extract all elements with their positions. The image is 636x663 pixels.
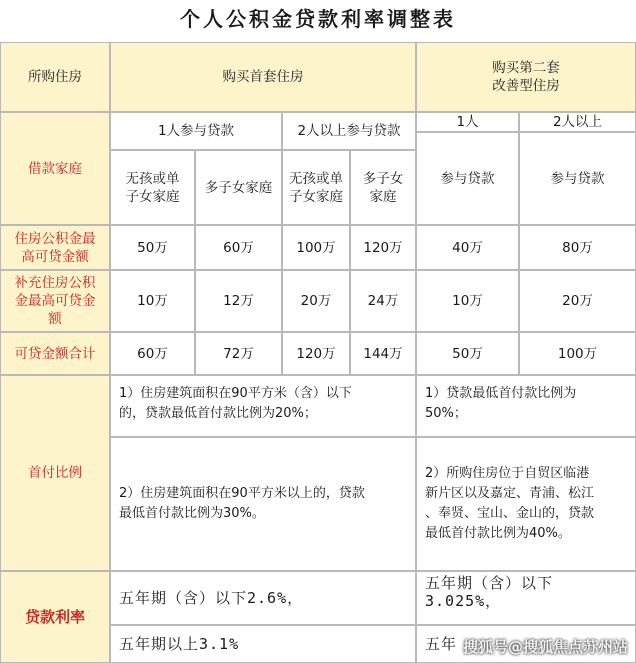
down-first-b-l2: 最低首付款比例为30%。 xyxy=(119,506,265,521)
sub-no-child-a-l1: 无孩或单 xyxy=(125,170,180,187)
header-house-label: 所购住房 xyxy=(28,69,82,85)
rate-first-long-text: 五年期以上3.1% xyxy=(119,635,240,653)
family-label: 借款家庭 xyxy=(28,160,82,177)
down-first-a-l1: 1）住房建筑面积在90平方米（含）以下 xyxy=(119,386,352,401)
total-value-text: 60万 xyxy=(137,345,168,362)
supp-value xyxy=(195,270,282,332)
down-second-b-l1: 2）所购住房位于自贸区临港 xyxy=(425,466,590,481)
max-fund-value xyxy=(110,225,195,270)
down-second-a-l1: 1）贷款最低首付款比例为 xyxy=(425,386,577,401)
max-fund-label-2: 高可贷金额 xyxy=(21,248,89,265)
rate-second-short-l1: 五年期（含）以下 xyxy=(425,574,554,592)
total-value xyxy=(195,332,282,375)
supp-value xyxy=(282,270,350,332)
total-label: 可贷金额合计 xyxy=(14,345,96,362)
down-second-b-l4: 最低首付款比例为40%。 xyxy=(425,526,571,541)
total-value xyxy=(282,332,350,375)
max-fund-label-cell xyxy=(0,225,110,270)
supp-label-3: 额 xyxy=(48,311,62,327)
sub-no-child-b-l1: 无孩或单 xyxy=(289,170,343,187)
max-fund-value xyxy=(350,225,416,270)
max-fund-value xyxy=(282,225,350,270)
total-value-text: 100万 xyxy=(557,345,598,362)
group-two-up xyxy=(519,112,636,132)
total-value xyxy=(416,332,519,375)
sub-no-child-b xyxy=(282,150,350,225)
sub-multi-b-l1: 多子女 xyxy=(362,170,404,187)
total-label-cell xyxy=(0,332,110,375)
watermark: 搜狐号@搜狐焦点苏州站 xyxy=(462,638,628,656)
group-two-plus xyxy=(282,112,416,150)
sub-no-child-a-l2: 子女家庭 xyxy=(125,188,180,205)
page-title: 个人公积金贷款利率调整表 xyxy=(180,7,456,31)
rate-table xyxy=(0,42,636,663)
sub-join-b xyxy=(519,132,636,225)
supp-value xyxy=(110,270,195,332)
supp-label-1: 补充住房公积 xyxy=(14,275,96,291)
max-fund-value-text: 50万 xyxy=(137,239,168,256)
supp-value-text: 12万 xyxy=(223,293,254,309)
down-second-b-l2: 新片区以及嘉定、青浦、松江 xyxy=(425,486,595,501)
rate-first-long xyxy=(110,625,416,663)
group-one xyxy=(416,112,519,132)
supp-value-text: 24万 xyxy=(367,293,399,309)
second-home-label-1: 购买第二套 xyxy=(492,60,560,76)
header-house-cell xyxy=(0,42,110,112)
sub-no-child-b-l2: 子女家庭 xyxy=(289,188,343,205)
total-value xyxy=(350,332,416,375)
total-value-text: 72万 xyxy=(223,345,254,362)
sub-join-a xyxy=(416,132,519,225)
sub-no-child-a xyxy=(110,150,195,225)
group-one-label: 1人 xyxy=(456,114,479,130)
down-payment-first-a xyxy=(110,375,416,437)
total-value xyxy=(110,332,195,375)
sub-multi-b-l2: 家庭 xyxy=(369,188,397,205)
down-first-b-l1: 2）住房建筑面积在90平方米以上的，贷款 xyxy=(119,486,365,501)
sub-multi-a xyxy=(195,150,282,225)
sub-multi-a-label: 多子女家庭 xyxy=(204,179,273,196)
down-second-b-l3: 、奉贤、宝山、金山的，贷款 xyxy=(425,506,595,521)
max-fund-value-text: 120万 xyxy=(363,239,403,256)
supp-value-text: 20万 xyxy=(300,293,332,309)
header-first-home xyxy=(110,42,416,112)
loan-rate-label: 贷款利率 xyxy=(24,608,85,626)
supp-value xyxy=(416,270,519,332)
down-payment-label: 首付比例 xyxy=(28,465,82,481)
max-fund-value xyxy=(195,225,282,270)
header-second-home xyxy=(416,42,636,112)
rate-second-short-l2: 3.025%， xyxy=(425,592,502,610)
max-fund-value xyxy=(519,225,636,270)
supp-value-text: 10万 xyxy=(137,293,168,309)
max-fund-value-text: 100万 xyxy=(296,239,336,256)
supp-value xyxy=(350,270,416,332)
rate-second-long xyxy=(416,625,636,663)
sub-join-a-label: 参与贷款 xyxy=(440,170,495,187)
sub-multi-b xyxy=(350,150,416,225)
total-value-text: 144万 xyxy=(363,345,403,362)
rate-first-short xyxy=(110,571,416,625)
down-second-a-l2: 50%； xyxy=(425,406,467,421)
max-fund-value-text: 40万 xyxy=(452,239,483,256)
second-home-label-2: 改善型住房 xyxy=(492,78,560,94)
max-fund-value-text: 80万 xyxy=(562,239,593,256)
first-home-label: 购买首套住房 xyxy=(222,69,304,85)
max-fund-value-text: 60万 xyxy=(223,239,254,256)
supp-value-text: 10万 xyxy=(452,293,483,309)
down-payment-second-b xyxy=(416,437,636,571)
supp-value xyxy=(519,270,636,332)
down-first-a-l2: 的，贷款最低首付款比例为20%； xyxy=(119,406,317,421)
group-two-up-label: 2人以上 xyxy=(552,114,603,130)
group-two-plus-label: 2人以上参与贷款 xyxy=(297,123,401,139)
loan-rate-label-cell xyxy=(0,571,110,663)
max-fund-value xyxy=(416,225,519,270)
rate-first-short-text: 五年期（含）以下2.6%， xyxy=(119,589,304,607)
sub-join-b-label: 参与贷款 xyxy=(550,170,605,187)
max-fund-label-1: 住房公积金最 xyxy=(14,230,96,247)
family-label-cell xyxy=(0,112,110,225)
group-one-person-label: 1人参与贷款 xyxy=(157,123,235,139)
supp-value-text: 20万 xyxy=(562,293,593,309)
total-value-text: 120万 xyxy=(296,345,336,362)
total-value-text: 50万 xyxy=(452,345,483,362)
supp-label-cell xyxy=(0,270,110,332)
rate-second-short xyxy=(416,571,636,625)
down-payment-first-b xyxy=(110,437,416,571)
group-one-person xyxy=(110,112,282,150)
supp-label-2: 金最高可贷金 xyxy=(14,293,96,309)
down-payment-second-a xyxy=(416,375,636,437)
rate-second-long-text: 五年 xyxy=(425,635,458,653)
total-value xyxy=(519,332,636,375)
down-payment-label-cell xyxy=(0,375,110,571)
